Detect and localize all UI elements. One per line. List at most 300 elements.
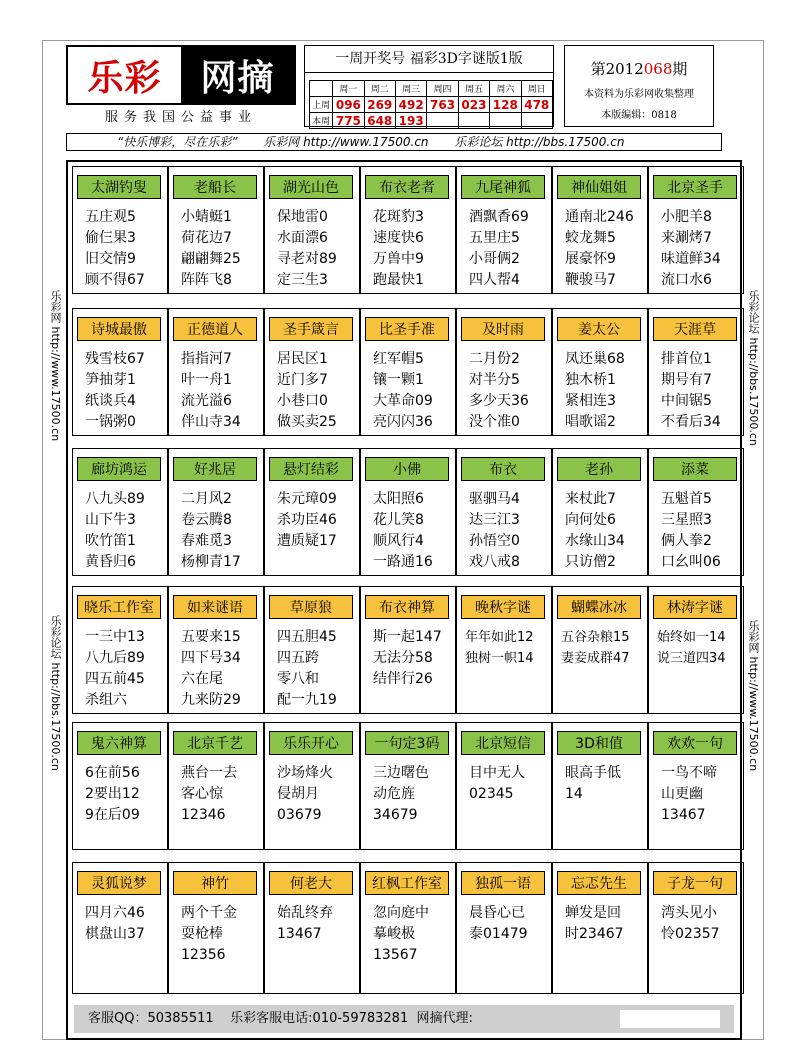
cell-line: 紧相连3: [565, 393, 616, 409]
cell-line: 小巷口0: [277, 393, 328, 409]
cell-line: 五里庄5: [469, 230, 520, 246]
cell-lines: [277, 627, 337, 711]
puzzle-cell: [72, 166, 168, 294]
cell-line: 亮闪闪36: [373, 414, 433, 430]
cell-title: 子龙一句: [653, 871, 737, 895]
cell-line: 展豪怀9: [565, 251, 616, 267]
puzzle-cell: [552, 308, 648, 436]
cell-line: 酒飘香69: [469, 209, 529, 225]
cell-lines: [373, 489, 433, 573]
cell-lines: [277, 903, 333, 945]
cell-line: 戏八戒8: [469, 554, 520, 570]
puzzle-cell: [168, 862, 264, 994]
cell-line: 多少天36: [469, 393, 529, 409]
cell-title: 忘忑先生: [557, 871, 641, 895]
cell-line: 不看后34: [661, 414, 721, 430]
cell-line: 年年如此12: [465, 630, 534, 645]
cell-title: 姜太公: [557, 317, 641, 341]
cell-line: 遭质疑17: [277, 533, 337, 549]
draw-number: 763: [427, 97, 458, 113]
cell-line: 镶一颗1: [373, 372, 424, 388]
cell-line: 居民区1: [277, 351, 328, 367]
cell-title: 晓乐工作室: [77, 595, 161, 619]
cell-line: 速度快6: [373, 230, 424, 246]
draw-number: 128: [490, 97, 521, 113]
source-note: 本资料为乐彩网收集整理: [584, 89, 694, 100]
puzzle-cell: [552, 448, 648, 576]
cell-line: 独树一帜14: [465, 651, 534, 666]
puzzle-cell: [72, 448, 168, 576]
cell-line: 做买卖25: [277, 414, 337, 430]
cell-lines: [373, 763, 429, 826]
puzzle-cell: [72, 308, 168, 436]
cell-line: 没个准0: [469, 414, 520, 430]
cell-title: 蝴蝶冰冰: [557, 595, 641, 619]
cell-line: 偷仨果3: [85, 230, 136, 246]
cell-title: 比圣手准: [365, 317, 449, 341]
cell-line: 耍枪棒: [181, 926, 223, 942]
cell-line: 伴山寺34: [181, 414, 241, 430]
draw-number: [490, 113, 521, 129]
puzzle-cell: [168, 166, 264, 294]
puzzle-cell: [456, 448, 552, 576]
puzzle-cell: [360, 722, 456, 850]
cell-line: 凤还巢68: [565, 351, 625, 367]
cell-lines: [373, 903, 429, 966]
tagline-bar: [66, 133, 722, 151]
puzzle-cell: [648, 862, 744, 994]
cell-title: 好兆居: [173, 457, 257, 481]
puzzle-cell: [648, 586, 744, 714]
cell-line: 山下牛3: [85, 512, 136, 528]
cell-title: 乐乐开心: [269, 731, 353, 755]
cell-line: 近门多7: [277, 372, 328, 388]
puzzle-cell: [360, 862, 456, 994]
cell-line: 小哥俩2: [469, 251, 520, 267]
cell-line: 九来防29: [181, 692, 241, 708]
cell-line: 13467: [661, 807, 706, 823]
cell-line: 摹峻极: [373, 926, 415, 942]
cell-line: 始乱终弃: [277, 905, 333, 921]
cell-line: 小蜻蜓1: [181, 209, 232, 225]
puzzle-cell: [264, 862, 360, 994]
day-label: 周四: [427, 81, 458, 97]
cell-lines: [469, 903, 528, 945]
puzzle-cell: [360, 586, 456, 714]
cell-title: 添菜: [653, 457, 737, 481]
cell-line: 杀组六: [85, 692, 127, 708]
cell-line: 春难觅3: [181, 533, 232, 549]
cell-line: 杨柳青17: [181, 554, 241, 570]
agent-blank-box: [620, 1010, 720, 1028]
puzzle-cell: [456, 166, 552, 294]
puzzle-cell: [456, 722, 552, 850]
cell-lines: [565, 207, 634, 291]
cell-line: 蝉发是回: [565, 905, 621, 921]
cell-lines: [661, 207, 721, 291]
puzzle-cell: [72, 722, 168, 850]
cell-line: 来涮烤7: [661, 230, 712, 246]
cell-title: 如来谜语: [173, 595, 257, 619]
cell-line: 跑最快1: [373, 272, 424, 288]
puzzle-cell: [648, 448, 744, 576]
side-text-right-top: 乐彩论坛 http://bbs.17500.cn: [747, 290, 760, 446]
cell-title: 鬼六神算: [77, 731, 161, 755]
cell-title: 林涛字谜: [653, 595, 737, 619]
cell-title: 布衣老者: [365, 175, 449, 199]
cell-title: 灵狐说梦: [77, 871, 161, 895]
cell-lines: [469, 763, 525, 805]
cell-lines: [277, 207, 337, 291]
puzzle-cell: [72, 586, 168, 714]
puzzle-cell: [552, 586, 648, 714]
cell-line: 03679: [277, 807, 322, 823]
day-label: 周三: [395, 81, 426, 97]
puzzle-cell: [360, 166, 456, 294]
cell-lines: [373, 349, 433, 433]
issue-suffix: 期: [672, 60, 688, 78]
logo-right-text: 网摘: [181, 47, 294, 103]
cell-lines: [465, 627, 534, 669]
cell-lines: [277, 763, 333, 826]
draw-number: 096: [333, 97, 364, 113]
footer-bar: [74, 1005, 734, 1033]
cell-line: 花斑豹3: [373, 209, 424, 225]
cell-line: 水面漂6: [277, 230, 328, 246]
cell-line: 五要来15: [181, 629, 241, 645]
cell-line: 水缘山34: [565, 533, 625, 549]
cell-line: 三星照3: [661, 512, 712, 528]
tagline-quote: “快乐博彩，尽在乐彩”: [117, 135, 238, 149]
cell-lines: [661, 903, 720, 945]
cell-line: 9在后09: [85, 807, 140, 823]
cell-line: 太阳照6: [373, 491, 424, 507]
side-text-right-bottom: 乐彩网 http://www.17500.cn: [747, 620, 760, 772]
cell-line: 说三道四34: [657, 651, 726, 666]
cell-line: 无法分58: [373, 650, 433, 666]
cell-line: 通南北246: [565, 209, 634, 225]
cell-title: 诗城最傲: [77, 317, 161, 341]
cell-line: 两个千金: [181, 905, 237, 921]
cell-line: 目中无人: [469, 765, 525, 781]
puzzle-cell: [264, 448, 360, 576]
cell-title: 天涯草: [653, 317, 737, 341]
cell-line: 流光溢6: [181, 393, 232, 409]
cell-line: 四人帮4: [469, 272, 520, 288]
puzzle-cell: [264, 166, 360, 294]
cell-line: 小肥羊8: [661, 209, 712, 225]
puzzle-cell: [264, 308, 360, 436]
cell-line: 定三生3: [277, 272, 328, 288]
draw-number: 478: [521, 97, 552, 113]
cell-line: 四五胆45: [277, 629, 337, 645]
cell-line: 始终如一14: [657, 630, 726, 645]
puzzle-cell: [456, 308, 552, 436]
cell-title: 及时雨: [461, 317, 545, 341]
cell-lines: [277, 489, 337, 552]
cell-line: 13467: [277, 926, 322, 942]
puzzle-cell: [552, 166, 648, 294]
cell-line: 34679: [373, 807, 418, 823]
cell-line: 沙场烽火: [277, 765, 333, 781]
cell-lines: [85, 207, 145, 291]
draw-number: 492: [395, 97, 426, 113]
draw-number: 269: [364, 97, 395, 113]
cell-line: 六在尾: [181, 671, 223, 687]
cell-lines: [181, 903, 237, 966]
cell-line: 笋抽芽1: [85, 372, 136, 388]
cell-line: 达三江3: [469, 512, 520, 528]
cell-line: 侵胡月: [277, 786, 319, 802]
side-text-left-top: 乐彩网 http://www.17500.cn: [49, 290, 62, 442]
cell-line: 五魁首5: [661, 491, 712, 507]
cell-title: 圣手箴言: [269, 317, 353, 341]
cell-lines: [181, 627, 241, 711]
puzzle-cell: [168, 586, 264, 714]
cell-line: 顾不得67: [85, 272, 145, 288]
cell-line: 14: [565, 786, 583, 802]
cell-title: 何老大: [269, 871, 353, 895]
day-label: 周日: [521, 81, 552, 97]
draw-title: 一周开奖号 福彩3D字谜版1版: [305, 46, 553, 73]
puzzle-cell: [552, 862, 648, 994]
cell-line: 动危旌: [373, 786, 415, 802]
cell-lines: [565, 903, 624, 945]
tagline-site[interactable]: 乐彩网 http://www.17500.cn: [263, 135, 429, 149]
cell-line: 味道鲜34: [661, 251, 721, 267]
cell-lines: [565, 349, 625, 433]
cell-title: 北京千艺: [173, 731, 257, 755]
side-text-left-bottom: 乐彩论坛 http://bbs.17500.cn: [49, 615, 62, 771]
puzzle-grid: [66, 160, 742, 1040]
cell-line: 大革命09: [373, 393, 433, 409]
day-label: 周六: [490, 81, 521, 97]
draw-number: 775: [333, 113, 364, 129]
draw-number: 193: [395, 113, 426, 129]
cell-title: 湖光山色: [269, 175, 353, 199]
footer-qq: 客服QQ：50385511: [88, 1011, 214, 1026]
issue-box: [564, 45, 714, 127]
cell-line: 红军帽5: [373, 351, 424, 367]
cell-title: 老孙: [557, 457, 641, 481]
cell-title: 九尾神狐: [461, 175, 545, 199]
cell-title: 晚秋字谜: [461, 595, 545, 619]
cell-line: 对半分5: [469, 372, 520, 388]
cell-title: 布衣神算: [365, 595, 449, 619]
cell-line: 万兽中9: [373, 251, 424, 267]
cell-line: 四下号34: [181, 650, 241, 666]
slogan: 服务我国公益事业: [104, 110, 257, 125]
cell-line: 13567: [373, 947, 418, 963]
cell-line: 客心惊: [181, 786, 223, 802]
corner-cell: [310, 81, 333, 97]
this-week-label: 本周: [310, 113, 333, 129]
footer-phone: 乐彩客服电话:010-59783281: [230, 1011, 409, 1026]
cell-line: 2要出12: [85, 786, 140, 802]
cell-line: 流口水6: [661, 272, 712, 288]
editor-note: 本版编辑：0818: [601, 110, 677, 121]
puzzle-cell: [648, 308, 744, 436]
cell-line: 一锅粥0: [85, 414, 136, 430]
cell-lines: [469, 207, 529, 291]
cell-line: 卷云腾8: [181, 512, 232, 528]
cell-line: 期号有7: [661, 372, 712, 388]
cell-lines: [181, 763, 237, 826]
cell-line: 向何处6: [565, 512, 616, 528]
cell-lines: [565, 763, 621, 805]
day-label: 周二: [364, 81, 395, 97]
puzzle-cell: [456, 586, 552, 714]
cell-line: 俩人拳2: [661, 533, 712, 549]
day-label: 周五: [458, 81, 489, 97]
cell-line: 6在前56: [85, 765, 140, 781]
issue-number: [565, 58, 713, 79]
cell-line: 孙悟空0: [469, 533, 520, 549]
cell-line: 结伴行26: [373, 671, 433, 687]
cell-line: 四月六46: [85, 905, 145, 921]
cell-line: 泰01479: [469, 926, 528, 942]
cell-title: 正德道人: [173, 317, 257, 341]
last-week-label: 上周: [310, 97, 333, 113]
cell-line: 怜02357: [661, 926, 720, 942]
draw-results-box: [304, 45, 554, 127]
cell-line: 排首位1: [661, 351, 712, 367]
cell-line: 三边曙色: [373, 765, 429, 781]
logo: [66, 45, 296, 105]
cell-title: 3D和值: [557, 731, 641, 755]
cell-line: 四五跨: [277, 650, 319, 666]
cell-line: 眼高手低: [565, 765, 621, 781]
cell-lines: [561, 627, 630, 669]
logo-left-text: 乐彩: [68, 47, 181, 103]
puzzle-cell: [264, 586, 360, 714]
cell-lines: [657, 627, 726, 669]
cell-title: 神仙姐姐: [557, 175, 641, 199]
cell-lines: [85, 763, 140, 826]
puzzle-cell: [264, 722, 360, 850]
cell-lines: [85, 489, 145, 573]
draw-number: [427, 113, 458, 129]
cell-line: 杀功臣46: [277, 512, 337, 528]
cell-line: 五谷杂粮15: [561, 630, 630, 645]
cell-line: 黄昏归6: [85, 554, 136, 570]
cell-line: 指指河7: [181, 351, 232, 367]
cell-line: 斯一起147: [373, 629, 442, 645]
cell-lines: [85, 903, 145, 945]
puzzle-cell: [360, 308, 456, 436]
cell-line: 一三中13: [85, 629, 145, 645]
cell-lines: [661, 349, 721, 433]
cell-line: 12356: [181, 947, 226, 963]
cell-line: 忽向庭中: [373, 905, 429, 921]
cell-line: 花儿笑8: [373, 512, 424, 528]
cell-line: 唱歌谣2: [565, 414, 616, 430]
puzzle-cell: [648, 722, 744, 850]
last-week-row: [310, 97, 553, 113]
cell-lines: [85, 627, 145, 711]
cell-lines: [277, 349, 337, 433]
draw-number: [521, 113, 552, 129]
cell-line: 一鸟不啼: [661, 765, 717, 781]
cell-title: 北京短信: [461, 731, 545, 755]
draw-number: [458, 113, 489, 129]
puzzle-cell: [552, 722, 648, 850]
cell-line: 二月份2: [469, 351, 520, 367]
puzzle-cell: [168, 308, 264, 436]
cell-line: 朱元璋09: [277, 491, 337, 507]
cell-lines: [661, 489, 721, 573]
cell-lines: [181, 349, 241, 433]
cell-line: 纸谈兵4: [85, 393, 136, 409]
cell-lines: [85, 349, 145, 433]
cell-line: 时23467: [565, 926, 624, 942]
cell-line: 零八和: [277, 671, 319, 687]
footer-agent: 网摘代理:: [416, 1011, 473, 1026]
cell-line: 旧交情9: [85, 251, 136, 267]
cell-line: 配一九19: [277, 692, 337, 708]
tagline-forum[interactable]: 乐彩论坛 http://bbs.17500.cn: [454, 135, 625, 149]
cell-line: 02345: [469, 786, 514, 802]
cell-title: 欢欢一句: [653, 731, 737, 755]
cell-line: 叶一舟1: [181, 372, 232, 388]
cell-line: 驱驷马4: [469, 491, 520, 507]
cell-line: 保地雷0: [277, 209, 328, 225]
cell-line: 二月风2: [181, 491, 232, 507]
cell-title: 独孤一语: [461, 871, 545, 895]
cell-title: 草原狼: [269, 595, 353, 619]
cell-line: 来杖此7: [565, 491, 616, 507]
cell-title: 悬灯结彩: [269, 457, 353, 481]
draw-number: 648: [364, 113, 395, 129]
cell-line: 燕台一去: [181, 765, 237, 781]
draw-number: 023: [458, 97, 489, 113]
cell-title: 老船长: [173, 175, 257, 199]
cell-line: 12346: [181, 807, 226, 823]
cell-line: 吹竹笛1: [85, 533, 136, 549]
cell-line: 一路通16: [373, 554, 433, 570]
cell-title: 一句定3码: [365, 731, 449, 755]
puzzle-cell: [72, 862, 168, 994]
cell-line: 中间锯5: [661, 393, 712, 409]
cell-lines: [469, 489, 520, 573]
cell-line: 顺风行4: [373, 533, 424, 549]
cell-line: 晨昏心已: [469, 905, 525, 921]
cell-title: 神竹: [173, 871, 257, 895]
cell-line: 湾头见小: [661, 905, 717, 921]
cell-title: 红枫工作室: [365, 871, 449, 895]
puzzle-cell: [360, 448, 456, 576]
cell-line: 山更幽: [661, 786, 703, 802]
cell-line: 四五前45: [85, 671, 145, 687]
this-week-row: [310, 113, 553, 129]
cell-title: 北京圣手: [653, 175, 737, 199]
cell-title: 小佛: [365, 457, 449, 481]
issue-num: 068: [643, 60, 673, 78]
cell-title: 廊坊鸿运: [77, 457, 161, 481]
cell-line: 五庄观5: [85, 209, 136, 225]
cell-line: 棋盘山37: [85, 926, 145, 942]
cell-line: 翩翩舞25: [181, 251, 241, 267]
cell-lines: [565, 489, 625, 573]
cell-line: 蛟龙舞5: [565, 230, 616, 246]
issue-prefix: 第2012: [590, 60, 644, 78]
cell-lines: [181, 489, 241, 573]
cell-line: 八九后89: [85, 650, 145, 666]
cell-title: 布衣: [461, 457, 545, 481]
puzzle-cell: [456, 862, 552, 994]
cell-title: 太湖钓叟: [77, 175, 161, 199]
cell-line: 八九头89: [85, 491, 145, 507]
